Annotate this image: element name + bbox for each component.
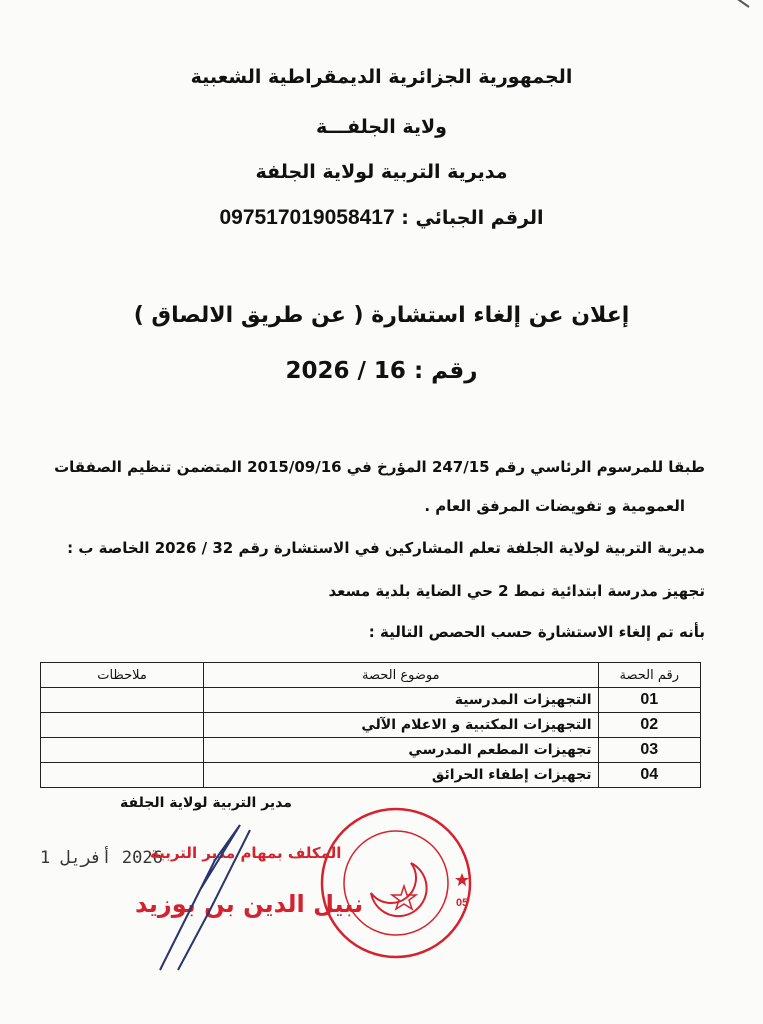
lot-notes — [41, 763, 204, 788]
lot-subject: تجهيزات إطفاء الحرائق — [204, 763, 598, 788]
corner-mark — [716, 0, 750, 8]
tax-number-line — [0, 206, 763, 230]
lot-number: 03 — [598, 738, 700, 763]
directorate-heading: مديرية التربية لولاية الجلفة — [255, 161, 508, 183]
body-line-3: مديرية التربية لولاية الجلفة تعلم المشاركين في الاستشارة رقم 32 / 2026 الخاصة ب : — [67, 539, 705, 557]
tax-label: الرقم الجبائي : — [401, 207, 544, 229]
signatory-name: نبيل الدين بن بوزيد — [135, 890, 364, 918]
wilaya-heading: ولاية الجلفـــة — [315, 116, 447, 138]
stamp-role-line: المكلف بمهام مدير التربية — [150, 844, 342, 862]
stamp-star-mark — [455, 873, 469, 886]
tax-number: 097517019058417 — [219, 206, 395, 229]
lot-number: 04 — [598, 763, 700, 788]
lot-notes — [41, 713, 204, 738]
lot-number: 02 — [598, 713, 700, 738]
header-notes: ملاحظات — [41, 663, 204, 688]
table-row — [41, 763, 701, 788]
announcement-number: رقم : 16 / 2026 — [285, 358, 478, 384]
body-line-1: طبقا للمرسوم الرئاسي رقم 247/15 المؤرخ في 2015/09/16 المتضمن تنظيم الصفقات — [54, 458, 705, 476]
body-line-4: تجهيز مدرسة ابتدائية نمط 2 حي الضاية بلدية مسعد — [328, 582, 705, 600]
header-lot-number: رقم الحصة — [598, 663, 700, 688]
announcement-title: إعلان عن إلغاء استشارة ( عن طريق الالصاق ) — [133, 303, 630, 328]
signature-strokes — [160, 825, 250, 970]
lots-table — [40, 662, 701, 788]
lot-subject: التجهيزات المدرسية — [204, 688, 598, 713]
handwritten-signature-icon — [140, 820, 260, 980]
header-lot-subject: موضوع الحصة — [204, 663, 598, 688]
handwritten-date: 2026 أفريل 1 — [40, 848, 163, 868]
republic-heading: الجمهورية الجزائرية الديمقراطية الشعبية — [190, 66, 573, 88]
lot-subject: التجهيزات المكتبية و الاعلام الآلي — [204, 713, 598, 738]
stamp-inner-ring — [344, 831, 448, 935]
lot-notes — [41, 688, 204, 713]
table-row — [41, 688, 701, 713]
lot-subject: تجهيزات المطعم المدرسي — [204, 738, 598, 763]
lot-number: 01 — [598, 688, 700, 713]
table-header-row — [41, 663, 701, 688]
table-row — [41, 738, 701, 763]
official-stamp-icon — [316, 798, 476, 968]
stamp-number: 05 — [456, 897, 469, 909]
body-line-2: العمومية و تفويضات المرفق العام . — [424, 497, 685, 515]
director-title: مدير التربية لولاية الجلفة — [120, 795, 292, 811]
body-line-5: بأنه تم إلغاء الاستشارة حسب الحصص التالية : — [368, 623, 705, 641]
lot-notes — [41, 738, 204, 763]
table-row — [41, 713, 701, 738]
